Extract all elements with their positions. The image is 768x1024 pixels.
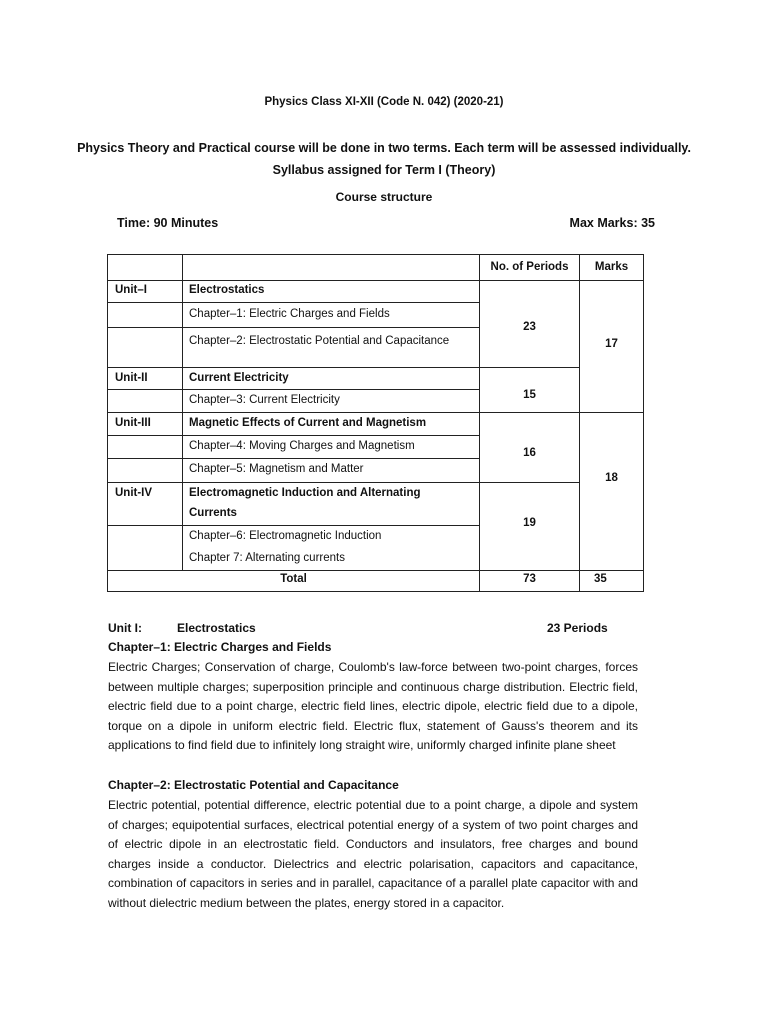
table-border	[107, 458, 480, 459]
chapter-description: Electric potential, potential difference, electric potential due to a point charge, a dipole and system of charges; equipotential surfaces, electrical potential energy of a system of two point charges and of electric dipole in an electrostatic field. Conductors and insulators, free charges and bound charges inside a conductor. Dielectrics and electric polarisation, capacitors and capacitance, combination of capacitors in series and in parallel, capacitance of a parallel plate capacitor with and without dielectric medium between the plates, energy stored in a capacitor.	[108, 798, 638, 910]
table-border	[643, 254, 644, 592]
unit-heading-periods: 23 Periods	[547, 621, 608, 635]
table-border	[107, 389, 480, 390]
unit-label: Unit-III	[115, 417, 151, 429]
unit-title: Currents	[189, 507, 237, 519]
term-heading: Syllabus assigned for Term I (Theory)	[272, 163, 496, 177]
table-border	[107, 591, 644, 592]
unit-periods: 15	[523, 389, 536, 401]
unit-heading-title: Electrostatics	[177, 621, 256, 635]
unit-label: Unit–I	[115, 284, 147, 296]
course-structure-heading: Course structure	[335, 190, 433, 204]
unit-label: Unit-II	[115, 372, 148, 384]
table-border	[579, 254, 580, 592]
table-border	[107, 254, 108, 592]
table-border	[107, 482, 580, 483]
max-marks-label: Max Marks: 35	[569, 216, 655, 230]
table-border	[107, 412, 644, 413]
chapter-row: Chapter–6: Electromagnetic Induction	[189, 530, 382, 542]
table-border	[479, 254, 480, 592]
unit-title: Electrostatics	[189, 284, 265, 296]
unit-label: Unit-IV	[115, 487, 153, 499]
chapter-row: Chapter–5: Magnetism and Matter	[189, 463, 364, 475]
total-marks: 35	[594, 573, 607, 585]
chapter-description: Electric Charges; Conservation of charge, Coulomb's law-force between two-point charges, forces between multiple charges; superposition principle and continuous charge distribution. Electric field, electric field due to a point charge, electric field lines, electric dipole, electric field due to a dipole, torque on a dipole in uniform electric field. Electric flux, statement of Gauss's theorem and its applications to find field due to infinitely long straight wire, uniformly charged infinite plane sheet	[108, 660, 638, 752]
chapter-row: Chapter 7: Alternating currents	[189, 552, 345, 564]
unit-periods: 16	[523, 447, 536, 459]
chapter-heading: Chapter–1: Electric Charges and Fields	[108, 640, 332, 654]
table-border	[107, 254, 644, 255]
unit-periods: 19	[523, 517, 536, 529]
table-border	[107, 280, 644, 281]
table-border	[107, 327, 480, 328]
intro-statement: Physics Theory and Practical course will be done in two terms. Each term will be assessed individually.	[77, 141, 691, 155]
marks-column-header: Marks	[594, 261, 629, 273]
chapter-row: Chapter–1: Electric Charges and Fields	[189, 308, 390, 320]
marks-value: 17	[605, 338, 618, 350]
unit-title: Current Electricity	[189, 372, 289, 384]
chapter-row: Chapter–3: Current Electricity	[189, 394, 340, 406]
table-border	[107, 367, 480, 368]
total-periods: 73	[523, 573, 536, 585]
document-title: Physics Class XI-XII (Code N. 042) (2020-21)	[264, 96, 504, 108]
unit-title: Electromagnetic Induction and Alternating	[189, 487, 421, 499]
unit-periods: 23	[523, 321, 536, 333]
time-label: Time: 90 Minutes	[117, 216, 219, 230]
chapter-heading: Chapter–2: Electrostatic Potential and Capacitance	[108, 778, 399, 792]
periods-column-header: No. of Periods	[490, 261, 569, 273]
table-border	[107, 525, 480, 526]
table-border	[107, 302, 480, 303]
unit-title: Magnetic Effects of Current and Magnetism	[189, 417, 427, 429]
chapter-row: Chapter–2: Electrostatic Potential and Capacitance	[189, 335, 450, 347]
table-border	[479, 367, 580, 368]
marks-value: 18	[605, 472, 618, 484]
unit-heading-label: Unit I:	[108, 621, 142, 635]
chapter-row: Chapter–4: Moving Charges and Magnetism	[189, 440, 415, 452]
table-border	[107, 435, 480, 436]
total-label: Total	[280, 573, 307, 585]
